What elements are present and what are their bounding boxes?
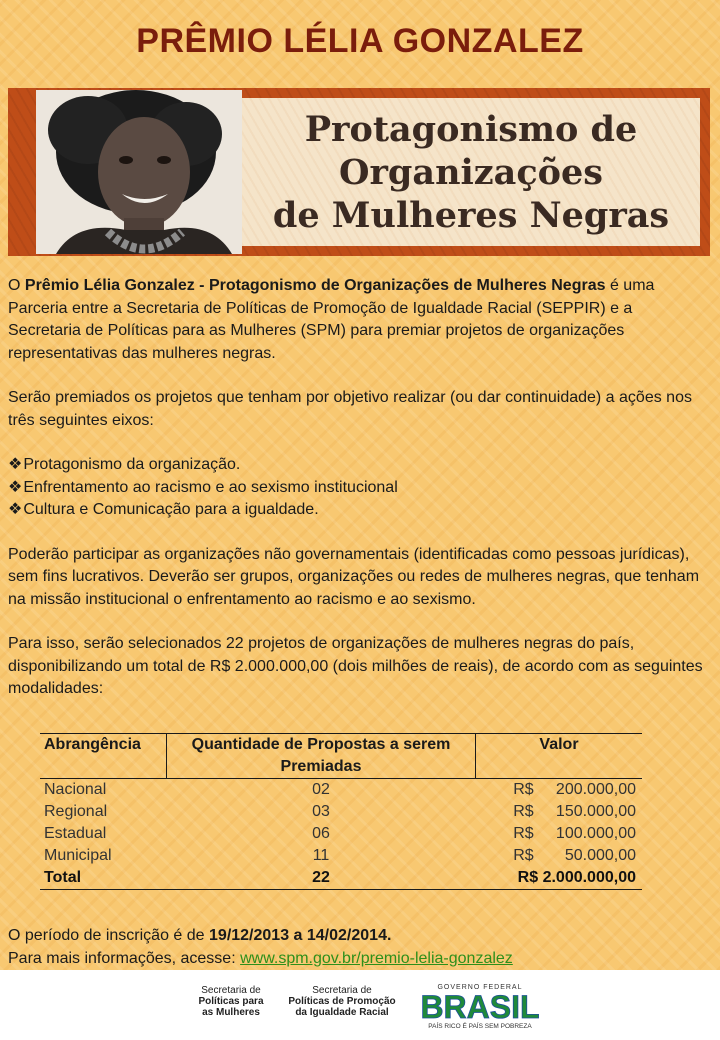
- header-banner: [8, 88, 710, 256]
- logo-line-bold: Políticas de Promoção: [288, 996, 396, 1007]
- logo-line: [284, 996, 400, 1007]
- period-dates: 19/12/2013 a 14/02/2014.: [209, 927, 392, 944]
- logo-line: [284, 1007, 400, 1018]
- list-item: [8, 454, 708, 477]
- table-total-row: [40, 867, 642, 890]
- gov-slogan-text: PAÍS RICO É PAÍS SEM POBREZA: [428, 1023, 532, 1030]
- gov-name-text: BRASIL: [420, 989, 540, 1025]
- subtitle: [242, 108, 700, 237]
- body-text: [8, 275, 708, 723]
- cell-quantity: 02: [312, 781, 330, 798]
- table-row: [40, 779, 642, 802]
- table-row: [40, 845, 642, 867]
- info-link[interactable]: www.spm.gov.br/premio-lelia-gonzalez: [240, 949, 513, 967]
- list-item-text: Protagonismo da organização.: [23, 456, 241, 473]
- cell-quantity: 03: [312, 803, 330, 820]
- header-value: Valor: [476, 734, 643, 779]
- cell-value: R$ 2.000.000,00: [476, 867, 643, 890]
- list-item: [8, 499, 708, 522]
- cell-scope: Municipal: [44, 847, 112, 864]
- logo-line-bold: da Igualdade Racial: [295, 1007, 389, 1018]
- diamond-bullet-icon: ❖: [8, 501, 23, 518]
- intro-bold: Prêmio Lélia Gonzalez - Protagonismo de Organizações de Mulheres Negras: [24, 277, 606, 294]
- table-header-row: [40, 734, 642, 779]
- registration-period: [8, 925, 708, 970]
- seppir-logo: [284, 985, 400, 1018]
- cell-quantity: 11: [312, 847, 330, 864]
- table-row: [40, 823, 642, 845]
- logo-line: Secretaria de: [312, 985, 372, 996]
- list-item-text: Enfrentamento ao racismo e ao sexismo institucional: [23, 478, 398, 496]
- cell-value: R$ 100.000,00: [513, 825, 636, 842]
- info-line: [8, 948, 708, 971]
- modalities-table: [40, 733, 642, 890]
- list-item-text: Cultura e Comunicação para a igualdade.: [23, 501, 319, 518]
- period-prefix: O período de inscrição é de: [8, 927, 210, 944]
- info-prefix: Para mais informações, acesse:: [8, 949, 241, 967]
- spm-logo: [186, 985, 276, 1018]
- diamond-bullet-icon: ❖: [8, 478, 23, 496]
- portrait-illustration: [36, 90, 242, 254]
- subtitle-line: de Mulheres Negras: [272, 195, 670, 236]
- subtitle-line: Protagonismo de: [304, 109, 638, 150]
- cell-scope: Estadual: [44, 825, 107, 842]
- header-scope: Abrangência: [40, 734, 167, 779]
- logo-line-bold: Políticas para: [198, 996, 264, 1007]
- cell-scope: Total: [40, 867, 167, 890]
- portrait-photo: [36, 90, 242, 254]
- cell-quantity: 06: [312, 825, 330, 842]
- logo-line: [186, 1007, 276, 1018]
- logo-line: Secretaria de: [201, 985, 261, 996]
- gov-top-text: GOVERNO FEDERAL: [437, 984, 523, 991]
- page-title: PRÊMIO LÉLIA GONZALEZ: [136, 22, 584, 60]
- cell-scope: Nacional: [44, 781, 107, 798]
- logo-line: [186, 996, 276, 1007]
- cell-value: R$ 200.000,00: [513, 781, 636, 798]
- table-row: [40, 801, 642, 823]
- brasil-logo: [412, 981, 548, 1031]
- intro-rest: é uma Parceria entre a Secretaria de Políticas de Promoção de Igualdade Racial (SEPPIR) e a Secretaria de Políticas para as Mulheres (SPM) para premiar projetos de organizações representativas das mulheres negras.: [8, 277, 655, 362]
- brasil-logo-graphic: [412, 981, 548, 1031]
- cell-quantity: 22: [167, 867, 476, 890]
- subtitle-line: Organizações: [338, 152, 603, 193]
- axes-paragraph: Serão premiados os projetos que tenham por objetivo realizar (ou dar continuidade) a ações nos três seguintes eixos:: [8, 389, 692, 429]
- period-line: [8, 925, 708, 948]
- selection-paragraph: Para isso, serão selecionados 22 projetos de organizações de mulheres negras do país, disponibilizando um total de R$ 2.000.000,00 (dois milhões de reais), de acordo com as seguintes modalidades:: [8, 635, 703, 697]
- axes-list: [8, 454, 708, 522]
- footer-logos: [0, 975, 720, 1040]
- cell-value: R$ 50.000,00: [513, 847, 636, 864]
- cell-scope: Regional: [44, 803, 108, 820]
- cell-value: R$ 150.000,00: [513, 803, 636, 820]
- eligibility-paragraph: Poderão participar as organizações não governamentais (identificadas como pessoas jurídicas), sem fins lucrativos. Deverão ser grupos, organizações ou redes de mulheres negras, que tenham na missão institucional o enfrentamento ao racismo e ao sexismo.: [8, 545, 700, 608]
- logo-line-bold: as Mulheres: [202, 1007, 260, 1018]
- header-quantity: Quantidade de Propostas a serem Premiadas: [167, 734, 476, 779]
- intro-prefix: O: [8, 277, 25, 294]
- diamond-bullet-icon: ❖: [8, 456, 23, 473]
- list-item: [8, 477, 708, 500]
- subtitle-box: [242, 98, 700, 246]
- intro-paragraph: [8, 275, 708, 365]
